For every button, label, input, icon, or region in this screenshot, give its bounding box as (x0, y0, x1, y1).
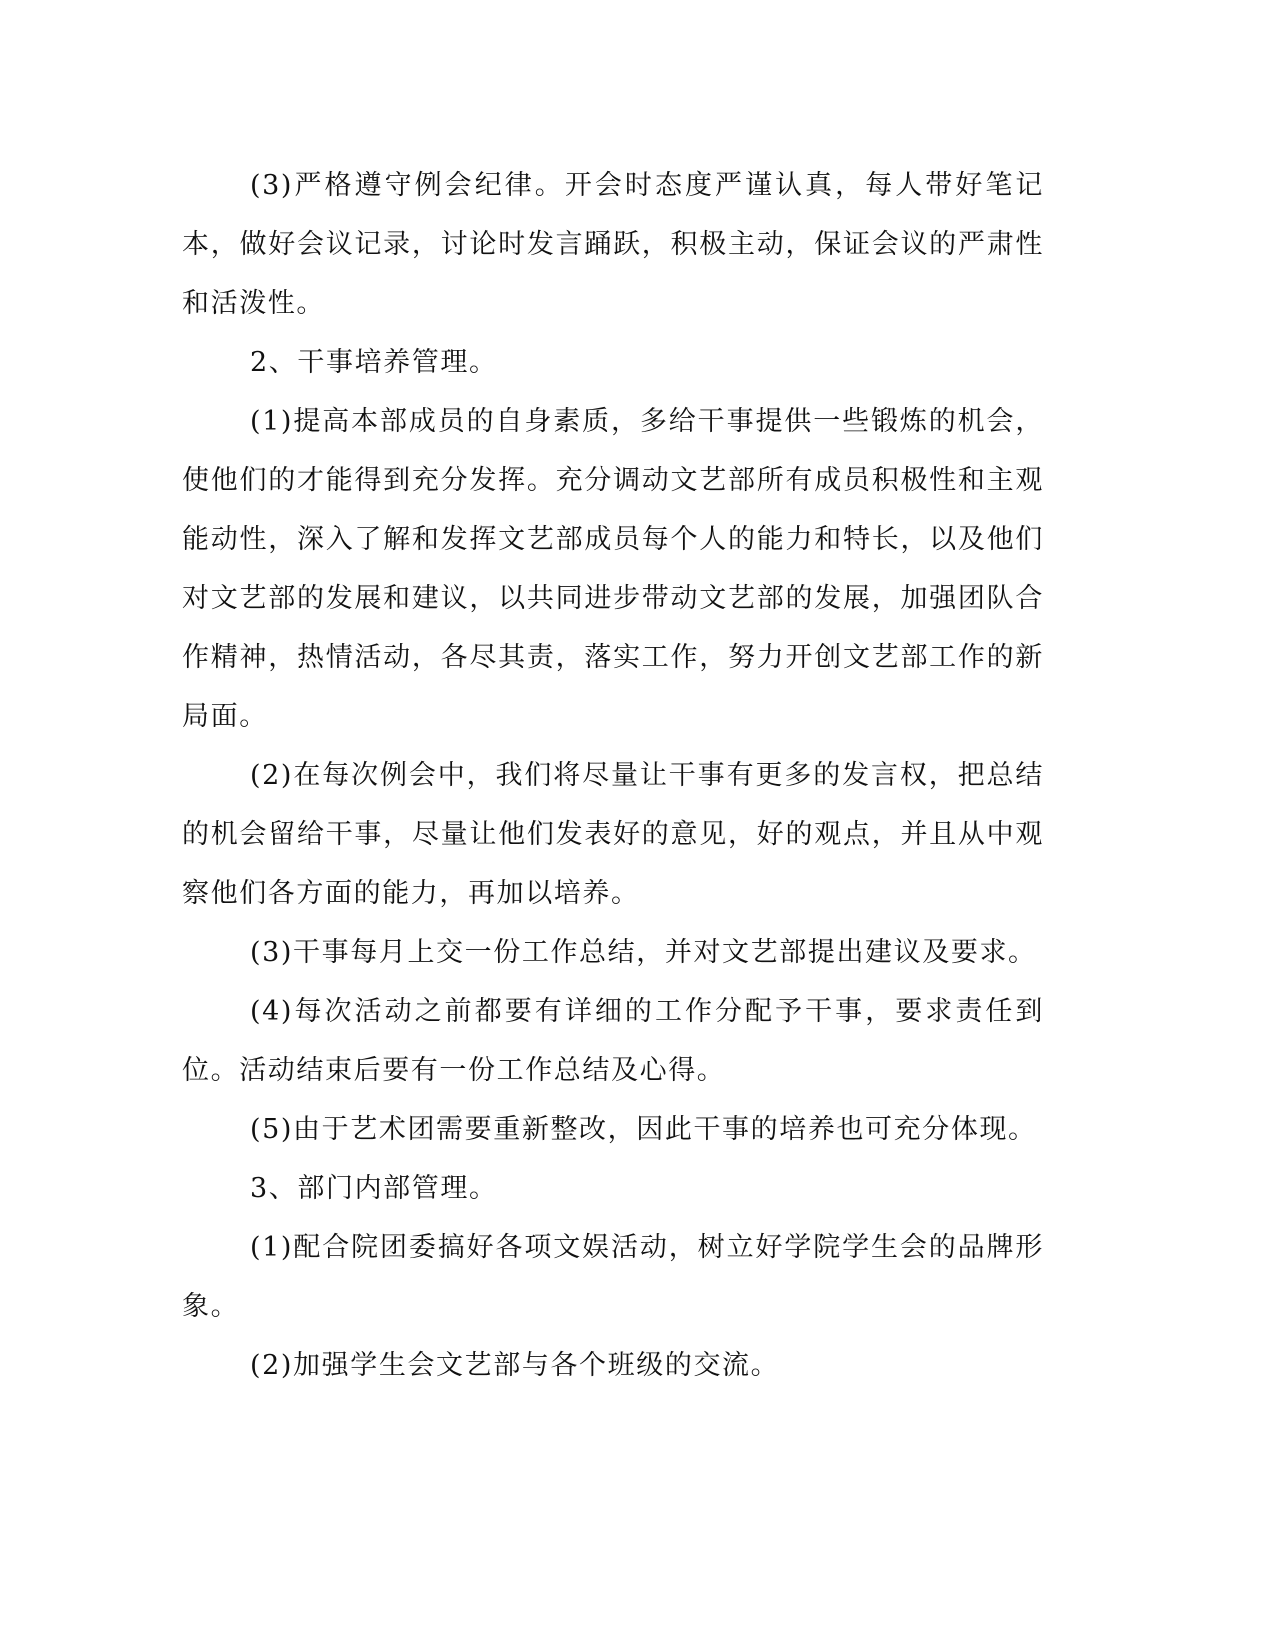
paragraph-monthly-summary: (3)干事每月上交一份工作总结，并对文艺部提出建议及要求。 (250, 937, 1037, 968)
paragraph-member-quality: (1)提高本部成员的自身素质，多给干事提供一些锻炼的机会，使他们的才能得到充分发挥。充分调动文艺部所有成员积极性和主观能动性，深入了解和发挥文艺部成员每个人的能力和特长，以及他们对文艺部的发展和建议，以共同进步带动文艺部的发展，加强团队合作精神，热情活动，各尽其责，落实工作，努力开创文艺部工作的新局面。 (182, 406, 1044, 732)
paragraph-cultural-activities: (1)配合院团委搞好各项文娱活动，树立好学院学生会的品牌形象。 (182, 1232, 1044, 1322)
paragraph-class-exchange: (2)加强学生会文艺部与各个班级的交流。 (250, 1350, 780, 1381)
paragraph-meeting-speaking: (2)在每次例会中，我们将尽量让干事有更多的发言权，把总结的机会留给干事，尽量让他们发表好的意见，好的观点，并且从中观察他们各方面的能力，再加以培养。 (182, 760, 1044, 909)
heading-internal-management: 3、部门内部管理。 (250, 1173, 498, 1204)
paragraph-art-troupe: (5)由于艺术团需要重新整改，因此干事的培养也可充分体现。 (250, 1114, 1037, 1145)
document-body (182, 156, 1044, 1395)
paragraph-task-assignment: (4)每次活动之前都要有详细的工作分配予干事，要求责任到位。活动结束后要有一份工作总结及心得。 (182, 996, 1044, 1086)
heading-staff-training: 2、干事培养管理。 (250, 347, 498, 378)
paragraph-meeting-discipline: (3)严格遵守例会纪律。开会时态度严谨认真，每人带好笔记本，做好会议记录，讨论时发言踊跃，积极主动，保证会议的严肃性和活泼性。 (182, 170, 1044, 319)
